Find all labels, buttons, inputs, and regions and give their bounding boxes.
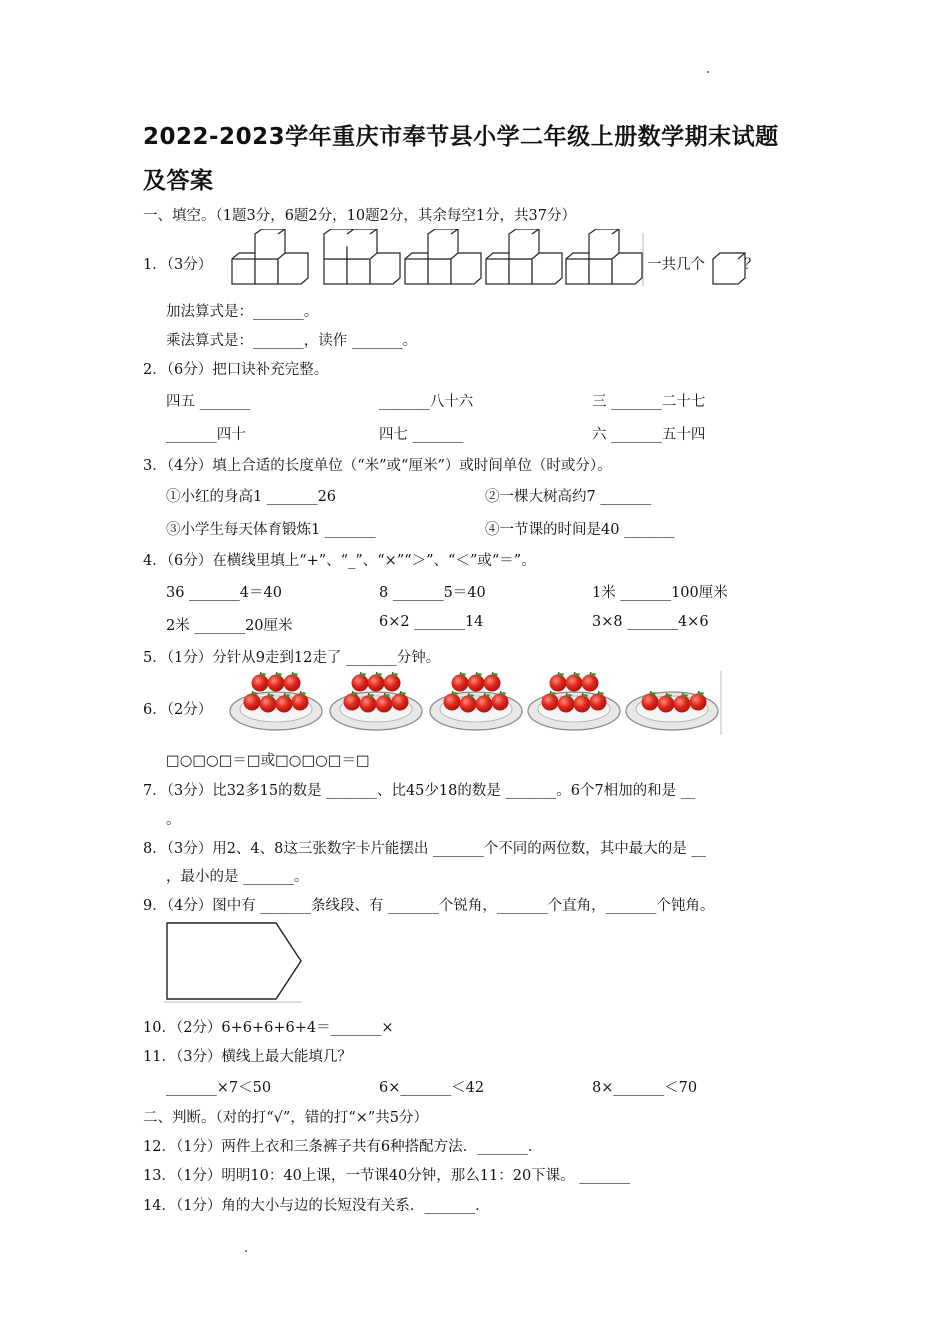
q11-cell: _______×7＜50	[166, 1080, 272, 1096]
q8-line2: ，最小的是 _______。	[166, 869, 309, 885]
q11-stem: 11．（3分）横线上最大能填几？	[143, 1049, 352, 1065]
section1-heading: 一、填空。（1题3分，6题2分，10题2分，其余每空1分，共37分）	[143, 208, 577, 224]
page-title-line1: 2022-2023学年重庆市奉节县小学二年级上册数学期末试题	[143, 124, 779, 150]
q1-question-mark: ？	[744, 257, 759, 273]
q11-cell: 8×_______＜70	[592, 1080, 698, 1096]
cube-stacks-figure	[229, 229, 645, 287]
q9-line: 9．（4分）图中有 _______条线段、有 _______个锐角，_______个直角，_______个钝角。	[143, 898, 715, 914]
q7-line1: 7．（3分）比32多15的数是 _______、比45少18的数是 _______。6个7相加的和是 __	[143, 783, 696, 799]
corner-dot-bottom	[245, 1250, 247, 1252]
q2-stem: 2．（6分）把口诀补充完整。	[143, 362, 329, 378]
q3-stem: 3．（4分）填上合适的长度单位（“米”或“厘米”）或时间单位（时或分）。	[143, 458, 612, 474]
q1-addition-line: 加法算式是：_______。	[166, 304, 319, 320]
q2-cell: 六 _______五十四	[592, 427, 706, 443]
q4-cell: 1米 _______100厘米	[592, 585, 728, 601]
q3-cell: ③小学生每天体育锻炼1 _______	[166, 522, 376, 538]
q4-cell: 3×8 _______4×6	[592, 614, 709, 630]
section2-heading: 二、判断。（对的打“√”，错的打“×”共5分）	[143, 1110, 429, 1126]
q14-line: 14．（1分）角的大小与边的长短没有关系．_______．	[143, 1198, 490, 1214]
q3-cell: ④一节课的时间是40 _______	[485, 522, 675, 538]
q10-line: 10．（2分）6+6+6+6+4＝_______×	[143, 1020, 394, 1036]
q12-line: 12．（1分）两件上衣和三条裤子共有6种搭配方法．_______．	[143, 1139, 543, 1155]
single-cube-icon	[712, 252, 746, 286]
pentagon-figure	[164, 920, 304, 1004]
q6-formula: □○□○□＝□或□○□○□＝□	[166, 753, 370, 769]
q4-cell: 8 _______5＝40	[379, 585, 486, 601]
q1-multiplication-line: 乘法算式是：_______，读作 _______。	[166, 333, 418, 349]
q5-line: 5．（1分）分针从9走到12走了 _______分钟。	[143, 650, 441, 666]
q3-cell: ①小红的身高1 _______26	[166, 489, 337, 505]
q2-cell: _______八十六	[379, 394, 474, 410]
page-title-line2: 及答案	[143, 168, 214, 194]
q4-stem: 4．（6分）在横线里填上“+”、“_”、“×”“＞”、“＜”或“＝”。	[143, 553, 536, 569]
q13-line: 13．（1分）明明10：40上课，一节课40分钟，那么11：20下课。 _______	[143, 1168, 631, 1184]
q8-line1: 8．（3分）用2、4、8这三张数字卡片能摆出 _______个不同的两位数，其中最大的是 __	[143, 841, 706, 857]
q1-number: 1．（3分）	[143, 257, 213, 273]
corner-dot-top	[707, 71, 709, 73]
q2-cell: 三 _______二十七	[592, 394, 706, 410]
q2-cell: 四七 _______	[379, 427, 464, 443]
q4-cell: 36 _______4＝40	[166, 585, 282, 601]
q11-cell: 6×_______＜42	[379, 1080, 485, 1096]
q1-tail-text: 一共几个	[647, 257, 705, 273]
q3-cell: ②一棵大树高约7 _______	[485, 489, 652, 505]
q4-cell: 2米 _______20厘米	[166, 618, 293, 634]
q7-line2: 。	[166, 812, 181, 828]
q2-cell: 四五 _______	[166, 394, 251, 410]
q6-number: 6．（2分）	[143, 702, 213, 718]
apple-plates-figure	[228, 669, 722, 737]
q2-cell: _______四十	[166, 427, 246, 443]
q4-cell: 6×2 _______14	[379, 614, 484, 630]
